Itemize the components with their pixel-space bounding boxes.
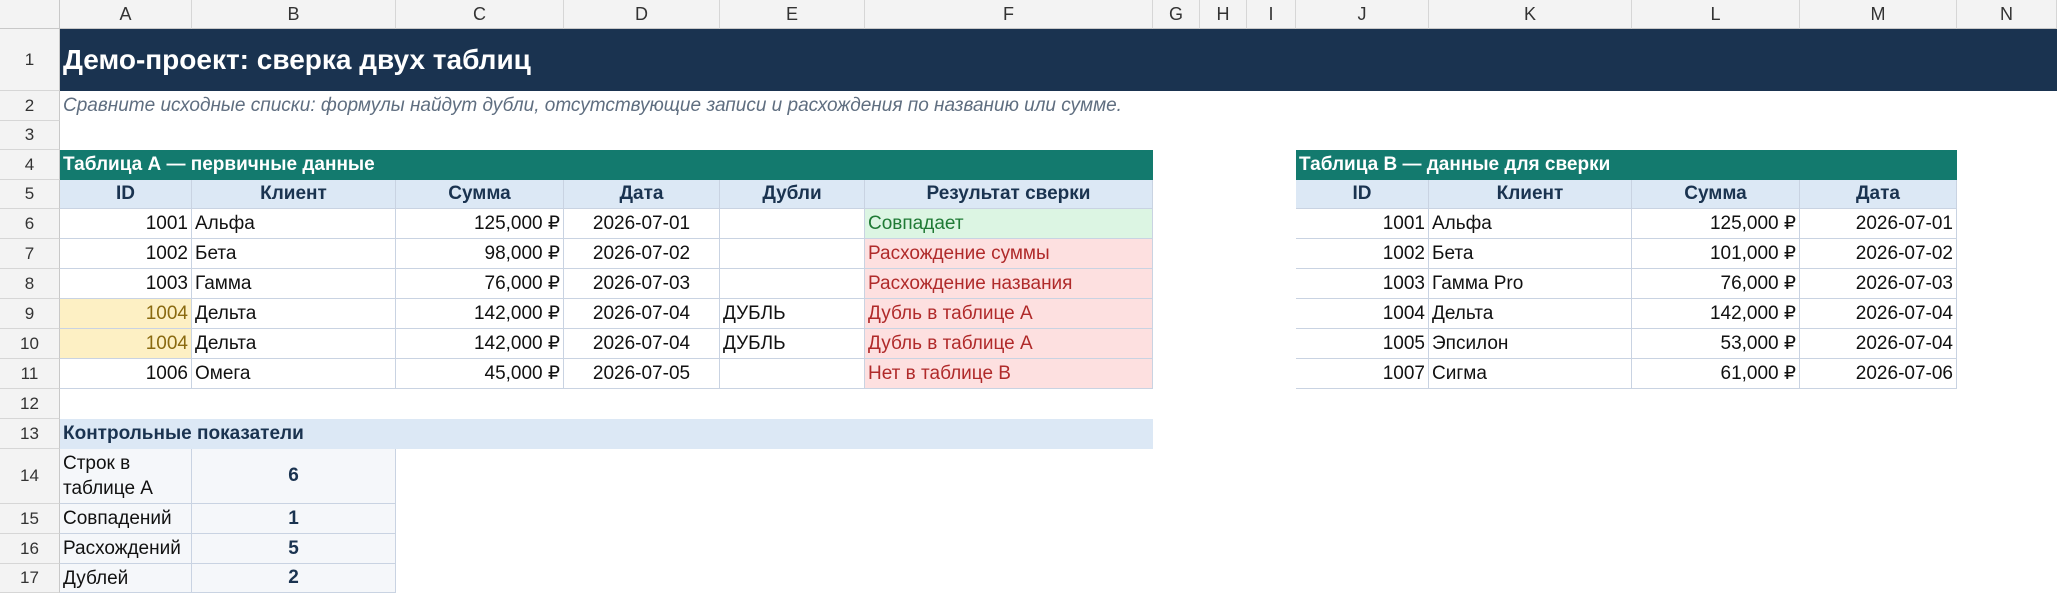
column-header-e[interactable]: E	[720, 0, 865, 29]
table-a-dup-cell[interactable]	[720, 239, 865, 269]
kpi-value[interactable]: 1	[192, 504, 396, 534]
row-header-15[interactable]: 15	[0, 504, 60, 534]
table-b-client-cell[interactable]: Сигма	[1429, 359, 1632, 389]
row-header-4[interactable]: 4	[0, 150, 60, 180]
table-b-id-cell[interactable]: 1005	[1296, 329, 1429, 359]
kpi-label[interactable]: Строк в таблице А	[60, 449, 192, 504]
table-b-date-cell[interactable]: 2026-07-01	[1800, 209, 1957, 239]
row-header-8[interactable]: 8	[0, 269, 60, 299]
row-header-3[interactable]: 3	[0, 121, 60, 150]
row-header-6[interactable]: 6	[0, 209, 60, 239]
table-a-sum-cell[interactable]: 98,000 ₽	[396, 239, 564, 269]
table-a-header[interactable]: Клиент	[192, 180, 396, 209]
table-a-id-cell[interactable]: 1001	[60, 209, 192, 239]
table-a-header[interactable]: ID	[60, 180, 192, 209]
column-header-l[interactable]: L	[1632, 0, 1800, 29]
table-b-sum-cell[interactable]: 53,000 ₽	[1632, 329, 1800, 359]
table-b-client-cell[interactable]: Альфа	[1429, 209, 1632, 239]
row-header-9[interactable]: 9	[0, 299, 60, 329]
table-a-header[interactable]: Сумма	[396, 180, 564, 209]
table-b-date-cell[interactable]: 2026-07-03	[1800, 269, 1957, 299]
table-a-id-cell[interactable]: 1004	[60, 299, 192, 329]
table-b-client-cell[interactable]: Гамма Pro	[1429, 269, 1632, 299]
column-header-a[interactable]: A	[60, 0, 192, 29]
table-a-header[interactable]: Дубли	[720, 180, 865, 209]
table-b-header[interactable]: Клиент	[1429, 180, 1632, 209]
row-header-11[interactable]: 11	[0, 359, 60, 389]
table-a-dup-cell[interactable]: ДУБЛЬ	[720, 329, 865, 359]
table-a-id-cell[interactable]: 1003	[60, 269, 192, 299]
table-a-client-cell[interactable]: Гамма	[192, 269, 396, 299]
table-a-id-cell[interactable]: 1006	[60, 359, 192, 389]
row-header-2[interactable]: 2	[0, 91, 60, 121]
row-header-13[interactable]: 13	[0, 419, 60, 449]
table-a-id-cell[interactable]: 1004	[60, 329, 192, 359]
table-a-header[interactable]: Результат сверки	[865, 180, 1153, 209]
table-a-title[interactable]: Таблица А — первичные данные	[60, 150, 1153, 180]
table-a-sum-cell[interactable]: 142,000 ₽	[396, 299, 564, 329]
table-a-header[interactable]: Дата	[564, 180, 720, 209]
table-b-client-cell[interactable]: Бета	[1429, 239, 1632, 269]
row-header-5[interactable]: 5	[0, 180, 60, 209]
row-header-7[interactable]: 7	[0, 239, 60, 269]
table-b-client-cell[interactable]: Дельта	[1429, 299, 1632, 329]
table-b-sum-cell[interactable]: 61,000 ₽	[1632, 359, 1800, 389]
table-b-sum-cell[interactable]: 142,000 ₽	[1632, 299, 1800, 329]
column-header-i[interactable]: I	[1247, 0, 1296, 29]
table-a-client-cell[interactable]: Бета	[192, 239, 396, 269]
column-header-n[interactable]: N	[1957, 0, 2057, 29]
table-a-sum-cell[interactable]: 76,000 ₽	[396, 269, 564, 299]
table-a-date-cell[interactable]: 2026-07-01	[564, 209, 720, 239]
kpi-title[interactable]: Контрольные показатели	[60, 419, 1153, 449]
kpi-value[interactable]: 6	[192, 449, 396, 504]
table-a-result-cell[interactable]: Расхождение суммы	[865, 239, 1153, 269]
table-a-client-cell[interactable]: Дельта	[192, 299, 396, 329]
table-a-result-cell[interactable]: Дубль в таблице А	[865, 299, 1153, 329]
table-a-result-cell[interactable]: Расхождение названия	[865, 269, 1153, 299]
table-a-dup-cell[interactable]	[720, 359, 865, 389]
row-header-14[interactable]: 14	[0, 449, 60, 504]
table-a-sum-cell[interactable]: 142,000 ₽	[396, 329, 564, 359]
kpi-label[interactable]: Дублей	[60, 564, 192, 593]
table-b-header[interactable]: Дата	[1800, 180, 1957, 209]
table-b-client-cell[interactable]: Эпсилон	[1429, 329, 1632, 359]
column-header-m[interactable]: M	[1800, 0, 1957, 29]
sheet-title[interactable]: Демо-проект: сверка двух таблиц	[60, 29, 2057, 91]
column-header-b[interactable]: B	[192, 0, 396, 29]
row-header-10[interactable]: 10	[0, 329, 60, 359]
column-header-j[interactable]: J	[1296, 0, 1429, 29]
row-header-12[interactable]: 12	[0, 389, 60, 419]
column-header-d[interactable]: D	[564, 0, 720, 29]
table-a-date-cell[interactable]: 2026-07-04	[564, 329, 720, 359]
column-header-c[interactable]: C	[396, 0, 564, 29]
table-b-header[interactable]: Сумма	[1632, 180, 1800, 209]
column-header-h[interactable]: H	[1200, 0, 1247, 29]
table-a-date-cell[interactable]: 2026-07-02	[564, 239, 720, 269]
row-header-17[interactable]: 17	[0, 564, 60, 593]
kpi-label[interactable]: Совпадений	[60, 504, 192, 534]
table-b-id-cell[interactable]: 1007	[1296, 359, 1429, 389]
table-a-date-cell[interactable]: 2026-07-04	[564, 299, 720, 329]
table-a-result-cell[interactable]: Дубль в таблице А	[865, 329, 1153, 359]
table-b-sum-cell[interactable]: 125,000 ₽	[1632, 209, 1800, 239]
table-a-dup-cell[interactable]	[720, 209, 865, 239]
table-a-date-cell[interactable]: 2026-07-03	[564, 269, 720, 299]
row-header-1[interactable]: 1	[0, 29, 60, 91]
table-b-date-cell[interactable]: 2026-07-06	[1800, 359, 1957, 389]
table-a-client-cell[interactable]: Дельта	[192, 329, 396, 359]
table-b-id-cell[interactable]: 1001	[1296, 209, 1429, 239]
row-header-16[interactable]: 16	[0, 534, 60, 564]
column-header-k[interactable]: K	[1429, 0, 1632, 29]
table-b-sum-cell[interactable]: 76,000 ₽	[1632, 269, 1800, 299]
table-a-client-cell[interactable]: Омега	[192, 359, 396, 389]
table-a-sum-cell[interactable]: 125,000 ₽	[396, 209, 564, 239]
sheet-subtitle[interactable]: Сравните исходные списки: формулы найдут дубли, отсутствующие записи и расхождения по названию или сумме.	[63, 95, 1122, 116]
kpi-label[interactable]: Расхождений	[60, 534, 192, 564]
column-header-g[interactable]: G	[1153, 0, 1200, 29]
kpi-value[interactable]: 5	[192, 534, 396, 564]
table-a-sum-cell[interactable]: 45,000 ₽	[396, 359, 564, 389]
table-a-date-cell[interactable]: 2026-07-05	[564, 359, 720, 389]
table-a-client-cell[interactable]: Альфа	[192, 209, 396, 239]
table-b-id-cell[interactable]: 1004	[1296, 299, 1429, 329]
table-b-id-cell[interactable]: 1002	[1296, 239, 1429, 269]
table-a-dup-cell[interactable]	[720, 269, 865, 299]
table-a-result-cell[interactable]: Нет в таблице B	[865, 359, 1153, 389]
column-header-f[interactable]: F	[865, 0, 1153, 29]
table-b-date-cell[interactable]: 2026-07-04	[1800, 329, 1957, 359]
table-a-id-cell[interactable]: 1002	[60, 239, 192, 269]
table-a-dup-cell[interactable]: ДУБЛЬ	[720, 299, 865, 329]
table-b-sum-cell[interactable]: 101,000 ₽	[1632, 239, 1800, 269]
table-b-id-cell[interactable]: 1003	[1296, 269, 1429, 299]
table-a-result-cell[interactable]: Совпадает	[865, 209, 1153, 239]
select-all-corner[interactable]	[0, 0, 60, 29]
kpi-value[interactable]: 2	[192, 564, 396, 593]
table-b-date-cell[interactable]: 2026-07-02	[1800, 239, 1957, 269]
table-b-date-cell[interactable]: 2026-07-04	[1800, 299, 1957, 329]
table-b-header[interactable]: ID	[1296, 180, 1429, 209]
table-b-title[interactable]: Таблица B — данные для сверки	[1296, 150, 1957, 180]
